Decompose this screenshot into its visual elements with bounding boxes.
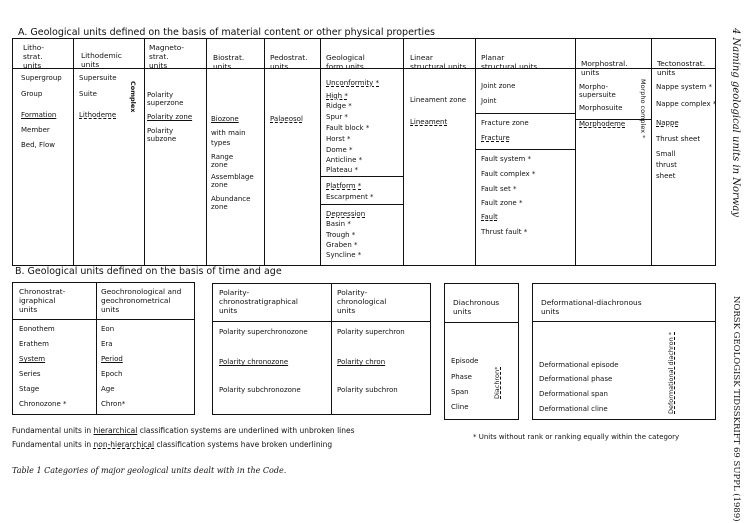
list-item: Palaeosol — [270, 115, 303, 123]
list-item: Fracture zone — [481, 119, 529, 127]
list-item: Polarity chronozone — [219, 358, 289, 366]
section-a-title: A. Geological units defined on the basis of material content or other physical properties — [18, 27, 435, 38]
list-item: Graben * — [326, 241, 358, 249]
list-item: Lithodeme — [79, 111, 117, 119]
list-item: Nappe system * — [656, 83, 712, 91]
geochrono-header: Geochronological and geochronometrical units — [101, 287, 182, 314]
planar-header: Planar structural units — [481, 53, 538, 71]
list-item: Fault system * — [481, 155, 532, 163]
table-caption: Table 1 Categories of major geological units dealt with in the Code. — [12, 466, 287, 475]
list-item: Lineament — [410, 118, 448, 126]
list-item: Deformational cline — [539, 405, 608, 413]
list-item: Depression — [326, 210, 366, 218]
list-item: Platform * — [326, 182, 362, 190]
list-item: with main — [211, 129, 246, 137]
list-item: Nappe complex * — [656, 100, 717, 108]
geolform-header: Geological form units — [326, 53, 365, 71]
list-item: Small — [656, 150, 676, 158]
list-item: Nappe — [656, 119, 679, 127]
list-item: thrust — [656, 161, 677, 169]
list-item: Horst * — [326, 135, 351, 143]
list-item: Deformational phase — [539, 375, 613, 383]
list-item: superzone — [147, 99, 184, 107]
list-item: Anticline * — [326, 156, 363, 164]
list-item: Thrust fault * — [481, 228, 528, 236]
list-item: Fault — [481, 213, 498, 221]
list-item: Spur * — [326, 113, 348, 121]
list-item: Fault zone * — [481, 199, 523, 207]
complex-label: Complex — [129, 81, 137, 113]
list-item: Group — [21, 90, 43, 98]
list-item: Formation — [21, 111, 57, 119]
list-item: Cline — [451, 403, 469, 411]
deformational-diachron-label: Deformational diachron * — [667, 332, 675, 414]
table-b-diachronous — [444, 283, 519, 420]
list-item: Joint zone — [481, 82, 516, 90]
list-item: Chron* — [101, 400, 126, 408]
list-item: Assemblage — [211, 173, 254, 181]
list-item: Joint — [481, 97, 497, 105]
note-star: * Units without rank or ranking equally within the category — [473, 433, 680, 441]
list-item: Fracture — [481, 134, 510, 142]
list-item: Biozone — [211, 115, 239, 123]
list-item: High * — [326, 92, 348, 100]
list-item: Eon — [101, 325, 115, 333]
biostrat-header: Biostrat. units — [213, 53, 245, 71]
list-item: Bed, Flow — [21, 141, 55, 149]
list-item: zone — [211, 203, 228, 211]
note-hierarchical: Fundamental units in hierarchical classification systems are underlined with unbroken lines — [12, 426, 355, 435]
deformational-header: Deformational-diachronous units — [541, 298, 642, 316]
table-b-polarity — [212, 283, 431, 415]
list-item: Period — [101, 355, 123, 363]
polchrono-header: Polarity- chronostratigraphical units — [219, 288, 298, 315]
list-item: supersuite — [579, 91, 616, 99]
list-item: sheet — [656, 172, 676, 180]
list-item: Ridge * — [326, 102, 352, 110]
table-a — [12, 38, 716, 266]
list-item: Series — [19, 370, 41, 378]
list-item: Syncline * — [326, 251, 362, 259]
list-item: Abundance — [211, 195, 251, 203]
list-item: Eonothem — [19, 325, 55, 333]
list-item: Fault set * — [481, 185, 517, 193]
litho-header: Litho- strat. units — [23, 43, 45, 70]
note-non-hierarchical: Fundamental units in non-hierarchical classification systems have broken underlining — [12, 440, 333, 449]
list-item: Era — [101, 340, 113, 348]
list-item: Fault block * — [326, 124, 370, 132]
list-item: Epoch — [101, 370, 123, 378]
magneto-header: Magneto- strat. units — [149, 43, 185, 70]
list-item: Polarity subchron — [337, 386, 398, 394]
lithodemic-header: Lithodemic units — [81, 51, 122, 69]
list-item: Deformational span — [539, 390, 608, 398]
list-item: Suite — [79, 90, 97, 98]
table-b-deformational — [532, 283, 716, 420]
diachronous-header: Diachronous units — [453, 298, 500, 316]
list-item: Unconformity * — [326, 79, 380, 87]
list-item: Thrust sheet — [656, 135, 701, 143]
list-item: Erathem — [19, 340, 49, 348]
list-item: Polarity — [147, 127, 174, 135]
list-item: Plateau * — [326, 166, 358, 174]
list-item: Polarity superchronozone — [219, 328, 308, 336]
list-item: Polarity zone — [147, 113, 193, 121]
list-item: Fault complex * — [481, 170, 536, 178]
list-item: Supersuite — [79, 74, 117, 82]
list-item: Episode — [451, 357, 479, 365]
list-item: zone — [211, 181, 228, 189]
diachron-label: Diachron* — [493, 366, 501, 399]
list-item: Polarity — [147, 91, 174, 99]
list-item: Trough * — [326, 231, 356, 239]
table-b-chrono — [12, 282, 195, 415]
list-item: zone — [211, 161, 228, 169]
section-b-title: B. Geological units defined on the basis of time and age — [15, 266, 282, 277]
list-item: Basin * — [326, 220, 351, 228]
list-item: Chronozone * — [19, 400, 67, 408]
morpho-complex-label: Morpho complex * — [639, 79, 647, 139]
list-item: Morpho- — [579, 83, 609, 91]
list-item: Supergroup — [21, 74, 62, 82]
chrono-header: Chronostrat- igraphical units — [19, 287, 66, 314]
list-item: Lineament zone — [410, 96, 467, 104]
list-item: System — [19, 355, 46, 363]
list-item: Range — [211, 153, 234, 161]
list-item: Polarity subchronozone — [219, 386, 301, 394]
linear-header: Linear structural units — [410, 53, 467, 71]
pedostrat-header: Pedostrat. units — [270, 53, 308, 71]
list-item: Dome * — [326, 146, 353, 154]
list-item: Stage — [19, 385, 40, 393]
list-item: Polarity chron — [337, 358, 386, 366]
list-item: Phase — [451, 373, 472, 381]
tecto-header: Tectonostrat. units — [657, 59, 706, 77]
list-item: Member — [21, 126, 50, 134]
list-item: subzone — [147, 135, 177, 143]
list-item: Escarpment * — [326, 193, 374, 201]
morpho-header: Morphostral. units — [581, 59, 628, 77]
list-item: types — [211, 139, 231, 147]
list-item: Deformational episode — [539, 361, 619, 369]
list-item: Morphodeme — [579, 120, 626, 128]
journal-name: NORSK GEOLOGISK TIDSSKRIFT 69 SUPPL (1989) — [731, 296, 741, 522]
list-item: Polarity superchron — [337, 328, 405, 336]
polchron-header: Polarity- chronological units — [337, 288, 387, 315]
list-item: Age — [101, 385, 115, 393]
list-item: Span — [451, 388, 469, 396]
running-head: 4 Naming geological units in Norway — [730, 28, 741, 217]
list-item: Morphosuite — [579, 104, 623, 112]
